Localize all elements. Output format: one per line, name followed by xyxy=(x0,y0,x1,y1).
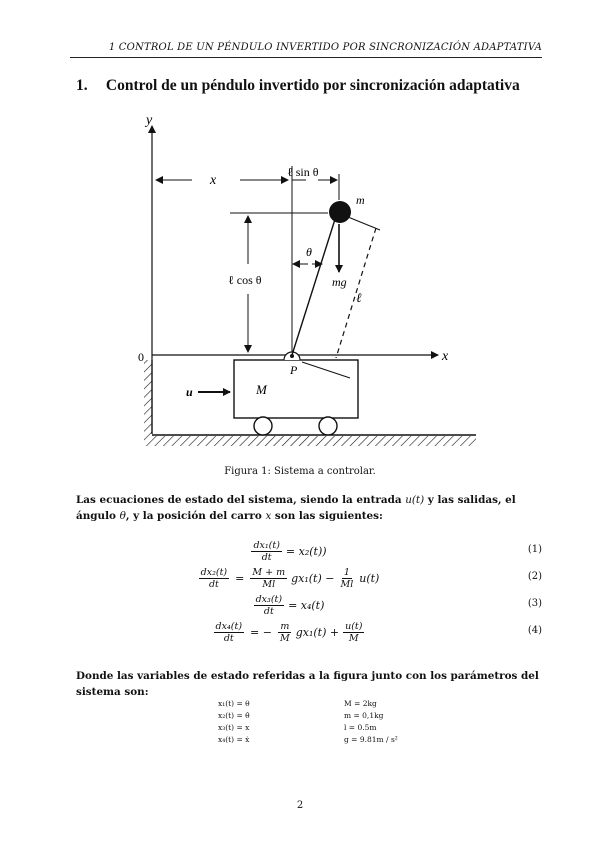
figure-caption: Figura 1: Sistema a controlar. xyxy=(224,466,376,477)
param-value: m = 0,1kg xyxy=(344,711,384,720)
param-value: g = 9.81m / s² xyxy=(344,735,398,744)
param-row xyxy=(218,734,458,746)
pendulum-rod xyxy=(292,213,337,355)
eq1-lhs-num: dx₁(t) xyxy=(253,539,280,551)
eq4-t1: gx₁(t) + xyxy=(295,625,340,639)
label-mg: mg xyxy=(332,275,347,289)
eq4-lhs-num: dx₄(t) xyxy=(215,620,243,632)
intro-part4: son las siguientes: xyxy=(271,510,383,522)
eq3-number: (3) xyxy=(527,598,542,609)
eq4-lhs-den: dt xyxy=(223,632,234,644)
intro-part2: y las salidas, el ángulo xyxy=(76,494,516,522)
page-number: 2 xyxy=(296,800,304,811)
pendulum-figure xyxy=(132,112,480,460)
label-u: u xyxy=(186,385,193,399)
wheel-right xyxy=(319,417,337,435)
eq1-number: (1) xyxy=(527,544,542,555)
intro-part3: , y la posición del carro xyxy=(125,510,266,522)
equation-1 xyxy=(76,537,542,565)
eq1-rhs: = x₂(t)) xyxy=(285,544,327,558)
param-row xyxy=(218,722,458,734)
label-theta: θ xyxy=(306,245,312,259)
wheel-left xyxy=(254,417,272,435)
eq4-eq: = − xyxy=(250,625,272,639)
eq2-f2-den: Ml xyxy=(340,578,354,590)
equation-2 xyxy=(76,564,542,592)
eq2-f1-den: Ml xyxy=(262,578,276,590)
eq2-eq: = xyxy=(235,571,245,585)
param-variable: x₃(t) = x xyxy=(218,723,250,732)
label-x-dist: x xyxy=(210,173,217,188)
parameters-table xyxy=(218,698,458,746)
eq2-lhs-num: dx₂(t) xyxy=(200,566,228,578)
intro-u: u(t) xyxy=(405,494,425,506)
ell-top-tick xyxy=(348,217,380,230)
running-header: 1 CONTROL DE UN PÉNDULO INVERTIDO POR SINCRONIZACIÓN ADAPTATIVA xyxy=(108,42,542,53)
eq3-lhs-num: dx₃(t) xyxy=(255,593,283,605)
label-cart-mass: M xyxy=(256,382,267,397)
param-row xyxy=(218,698,458,710)
equation-4 xyxy=(76,618,542,646)
param-row xyxy=(218,710,458,722)
eq3-lhs-den: dt xyxy=(263,605,274,617)
eq1-lhs-den: dt xyxy=(261,551,272,563)
eq2-f2-num: 1 xyxy=(343,566,350,578)
eq2-number: (2) xyxy=(527,571,542,582)
label-ell: ℓ xyxy=(356,290,362,305)
parameters-paragraph: Donde las variables de estado referidas a la figura junto con los parámetros del sistema son: xyxy=(76,670,539,698)
header-rule xyxy=(70,57,542,58)
param-variable: x₂(t) = θ̇ xyxy=(218,711,250,720)
section-number: 1. xyxy=(76,77,88,94)
eq4-f2-num: u(t) xyxy=(345,620,363,632)
intro-theta: θ xyxy=(119,510,126,522)
wall-hatch xyxy=(144,360,152,436)
pendulum-mass xyxy=(329,201,351,223)
label-l-cos: ℓ cos θ xyxy=(228,273,262,287)
eq4-f2-den: M xyxy=(348,632,359,644)
equation-3 xyxy=(76,591,542,619)
eq4-f1-den: M xyxy=(279,632,290,644)
label-origin: 0 xyxy=(138,350,144,364)
eq2-t1: gx₁(t) − xyxy=(291,571,335,585)
eq2-f1-num: M + m xyxy=(252,566,286,578)
section-title-text: Control de un péndulo invertido por sincronización adaptativa xyxy=(105,77,520,94)
label-pivot: P xyxy=(290,363,298,377)
label-l-sin: ℓ sin θ xyxy=(287,165,319,179)
eq4-f1-num: m xyxy=(280,620,290,632)
eq3-rhs: = x₄(t) xyxy=(288,598,325,612)
label-y: y xyxy=(146,113,153,128)
intro-paragraph xyxy=(76,492,542,524)
section-title xyxy=(76,77,556,95)
param-value: l = 0.5m xyxy=(344,723,377,732)
param-variable: x₄(t) = ẋ xyxy=(218,735,250,744)
label-m: m xyxy=(356,193,365,207)
ground-hatch xyxy=(144,436,476,446)
intro-part1: Las ecuaciones de estado del sistema, siendo la entrada xyxy=(76,494,406,506)
eq2-t2: u(t) xyxy=(359,571,380,585)
intro-x: x xyxy=(265,510,272,522)
param-value: M = 2kg xyxy=(344,699,377,708)
label-x-axis: x xyxy=(442,349,449,364)
eq4-number: (4) xyxy=(527,625,542,636)
eq2-lhs-den: dt xyxy=(208,578,219,590)
param-variable: x₁(t) = θ xyxy=(218,699,250,708)
